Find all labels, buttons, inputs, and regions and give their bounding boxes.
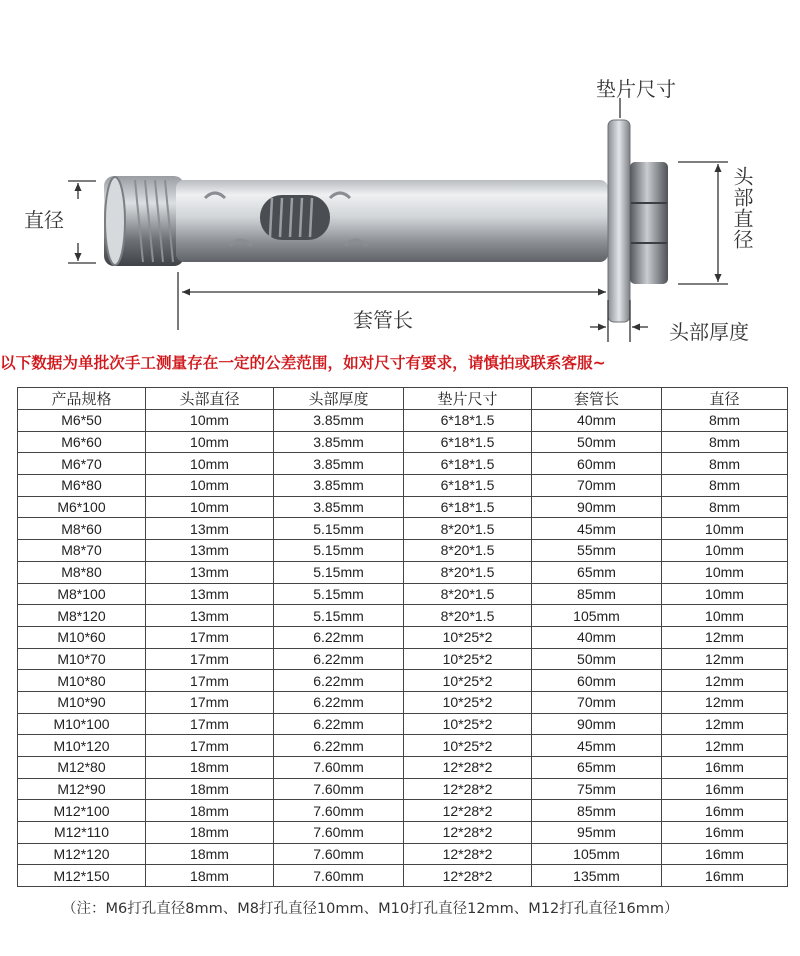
cell-washer-size: 8*20*1.5 xyxy=(404,583,532,605)
cell-head-thickness: 6.22mm xyxy=(274,735,404,757)
cell-head-thickness: 3.85mm xyxy=(274,475,404,497)
cell-head-diameter: 13mm xyxy=(146,518,274,540)
cell-diameter: 8mm xyxy=(662,475,788,497)
cell-head-diameter: 10mm xyxy=(146,496,274,518)
cell-sleeve-length: 95mm xyxy=(532,822,662,844)
cell-head-diameter: 10mm xyxy=(146,410,274,432)
cell-head-diameter: 17mm xyxy=(146,735,274,757)
cell-head-thickness: 6.22mm xyxy=(274,648,404,670)
header-diameter: 直径 xyxy=(662,388,788,410)
table-row xyxy=(18,518,788,540)
cell-head-thickness: 6.22mm xyxy=(274,691,404,713)
cell-washer-size: 6*18*1.5 xyxy=(404,475,532,497)
table-row xyxy=(18,431,788,453)
cell-head-diameter: 18mm xyxy=(146,843,274,865)
cell-diameter: 10mm xyxy=(662,540,788,562)
table-row xyxy=(18,800,788,822)
expansion-bolt-illustration xyxy=(0,0,800,345)
sleeve-length-label: 套管长 xyxy=(353,308,413,332)
cell-spec: M6*80 xyxy=(18,475,146,497)
cell-spec: M12*90 xyxy=(18,778,146,800)
cell-head-thickness: 5.15mm xyxy=(274,540,404,562)
cell-head-thickness: 6.22mm xyxy=(274,626,404,648)
cell-sleeve-length: 85mm xyxy=(532,583,662,605)
cell-head-diameter: 17mm xyxy=(146,670,274,692)
cell-head-diameter: 17mm xyxy=(146,691,274,713)
cell-sleeve-length: 90mm xyxy=(532,713,662,735)
expansion-sleeve xyxy=(176,180,608,262)
cell-spec: M10*90 xyxy=(18,691,146,713)
header-head-diameter: 头部直径 xyxy=(146,388,274,410)
cell-head-diameter: 18mm xyxy=(146,800,274,822)
table-row xyxy=(18,605,788,627)
cell-spec: M12*150 xyxy=(18,865,146,887)
cell-head-thickness: 6.22mm xyxy=(274,713,404,735)
cell-diameter: 10mm xyxy=(662,518,788,540)
head-diameter-label: 头部直径 xyxy=(730,166,754,250)
cell-diameter: 16mm xyxy=(662,822,788,844)
cell-washer-size: 10*25*2 xyxy=(404,735,532,757)
cell-sleeve-length: 85mm xyxy=(532,800,662,822)
cell-head-diameter: 17mm xyxy=(146,626,274,648)
table-row xyxy=(18,757,788,779)
drill-hole-footnote: （注：M6打孔直径8mm、M8打孔直径10mm、M10打孔直径12mm、M12打孔直径16mm） xyxy=(62,901,679,917)
cell-spec: M10*70 xyxy=(18,648,146,670)
table-row xyxy=(18,822,788,844)
cell-washer-size: 10*25*2 xyxy=(404,648,532,670)
cell-diameter: 10mm xyxy=(662,561,788,583)
cell-sleeve-length: 60mm xyxy=(532,453,662,475)
cell-sleeve-length: 70mm xyxy=(532,691,662,713)
cell-washer-size: 12*28*2 xyxy=(404,757,532,779)
tolerance-notice: 以下数据为单批次手工测量存在一定的公差范围，如对尺寸有要求，请慎拍或联系客服~ xyxy=(0,354,606,372)
cell-spec: M8*120 xyxy=(18,605,146,627)
cell-head-diameter: 18mm xyxy=(146,757,274,779)
cell-diameter: 12mm xyxy=(662,670,788,692)
table-row xyxy=(18,713,788,735)
table-row xyxy=(18,648,788,670)
cell-head-thickness: 7.60mm xyxy=(274,822,404,844)
cell-head-thickness: 3.85mm xyxy=(274,431,404,453)
cell-spec: M8*60 xyxy=(18,518,146,540)
cell-washer-size: 10*25*2 xyxy=(404,626,532,648)
table-row xyxy=(18,583,788,605)
cell-spec: M12*80 xyxy=(18,757,146,779)
cell-spec: M10*120 xyxy=(18,735,146,757)
cell-diameter: 16mm xyxy=(662,865,788,887)
cell-head-diameter: 13mm xyxy=(146,561,274,583)
cell-head-diameter: 17mm xyxy=(146,648,274,670)
cell-diameter: 16mm xyxy=(662,778,788,800)
cell-sleeve-length: 60mm xyxy=(532,670,662,692)
cell-head-diameter: 10mm xyxy=(146,453,274,475)
table-row xyxy=(18,540,788,562)
table-header-row xyxy=(18,388,788,410)
header-spec: 产品规格 xyxy=(18,388,146,410)
cell-head-diameter: 18mm xyxy=(146,865,274,887)
cell-head-thickness: 3.85mm xyxy=(274,410,404,432)
cell-diameter: 12mm xyxy=(662,648,788,670)
table-row xyxy=(18,475,788,497)
header-head-thickness: 头部厚度 xyxy=(274,388,404,410)
cell-washer-size: 10*25*2 xyxy=(404,713,532,735)
cell-head-diameter: 13mm xyxy=(146,605,274,627)
cell-sleeve-length: 55mm xyxy=(532,540,662,562)
cell-spec: M12*120 xyxy=(18,843,146,865)
cell-head-diameter: 10mm xyxy=(146,431,274,453)
cell-head-diameter: 10mm xyxy=(146,475,274,497)
cell-spec: M8*80 xyxy=(18,561,146,583)
cell-spec: M12*100 xyxy=(18,800,146,822)
cell-washer-size: 10*25*2 xyxy=(404,691,532,713)
cell-head-diameter: 18mm xyxy=(146,778,274,800)
cell-spec: M10*80 xyxy=(18,670,146,692)
cell-sleeve-length: 70mm xyxy=(532,475,662,497)
table-row xyxy=(18,626,788,648)
cell-washer-size: 12*28*2 xyxy=(404,800,532,822)
header-washer-size: 垫片尺寸 xyxy=(404,388,532,410)
table-row xyxy=(18,670,788,692)
cell-head-diameter: 18mm xyxy=(146,822,274,844)
cell-washer-size: 12*28*2 xyxy=(404,822,532,844)
cell-spec: M8*70 xyxy=(18,540,146,562)
cell-sleeve-length: 135mm xyxy=(532,865,662,887)
table-row xyxy=(18,453,788,475)
cell-head-thickness: 3.85mm xyxy=(274,496,404,518)
cell-head-thickness: 5.15mm xyxy=(274,518,404,540)
table-row xyxy=(18,691,788,713)
cell-washer-size: 10*25*2 xyxy=(404,670,532,692)
cell-washer-size: 6*18*1.5 xyxy=(404,496,532,518)
hex-head xyxy=(630,162,668,284)
cell-sleeve-length: 105mm xyxy=(532,843,662,865)
cell-diameter: 8mm xyxy=(662,453,788,475)
anchor-bolt-diagram xyxy=(0,0,800,345)
head-thickness-label: 头部厚度 xyxy=(669,320,749,344)
cell-head-thickness: 7.60mm xyxy=(274,843,404,865)
table-row xyxy=(18,496,788,518)
cell-diameter: 12mm xyxy=(662,626,788,648)
table-row xyxy=(18,410,788,432)
cell-washer-size: 6*18*1.5 xyxy=(404,453,532,475)
cell-washer-size: 8*20*1.5 xyxy=(404,540,532,562)
cell-head-diameter: 13mm xyxy=(146,540,274,562)
cell-diameter: 12mm xyxy=(662,735,788,757)
washer-size-label: 垫片尺寸 xyxy=(596,77,676,101)
cell-diameter: 12mm xyxy=(662,713,788,735)
cell-head-thickness: 5.15mm xyxy=(274,583,404,605)
cell-sleeve-length: 45mm xyxy=(532,518,662,540)
cell-spec: M6*50 xyxy=(18,410,146,432)
cell-head-diameter: 17mm xyxy=(146,713,274,735)
cell-head-thickness: 6.22mm xyxy=(274,670,404,692)
cell-washer-size: 12*28*2 xyxy=(404,843,532,865)
cell-head-thickness: 7.60mm xyxy=(274,778,404,800)
cell-diameter: 8mm xyxy=(662,410,788,432)
table-row xyxy=(18,735,788,757)
table-row xyxy=(18,865,788,887)
cell-washer-size: 12*28*2 xyxy=(404,778,532,800)
cell-sleeve-length: 40mm xyxy=(532,626,662,648)
cell-diameter: 16mm xyxy=(662,800,788,822)
table-row xyxy=(18,778,788,800)
cell-spec: M10*100 xyxy=(18,713,146,735)
cell-diameter: 8mm xyxy=(662,431,788,453)
cell-diameter: 12mm xyxy=(662,691,788,713)
washer xyxy=(608,120,630,322)
cell-head-thickness: 5.15mm xyxy=(274,561,404,583)
cell-head-diameter: 13mm xyxy=(146,583,274,605)
cell-sleeve-length: 90mm xyxy=(532,496,662,518)
cell-sleeve-length: 40mm xyxy=(532,410,662,432)
cell-spec: M10*60 xyxy=(18,626,146,648)
cell-washer-size: 8*20*1.5 xyxy=(404,605,532,627)
cell-sleeve-length: 50mm xyxy=(532,431,662,453)
cell-washer-size: 6*18*1.5 xyxy=(404,410,532,432)
cell-head-thickness: 7.60mm xyxy=(274,757,404,779)
diameter-label: 直径 xyxy=(24,208,64,232)
header-sleeve-length: 套管长 xyxy=(532,388,662,410)
cell-head-thickness: 7.60mm xyxy=(274,800,404,822)
cell-sleeve-length: 65mm xyxy=(532,561,662,583)
cell-sleeve-length: 50mm xyxy=(532,648,662,670)
table-row xyxy=(18,843,788,865)
cell-sleeve-length: 65mm xyxy=(532,757,662,779)
table-body xyxy=(18,410,788,887)
cell-washer-size: 12*28*2 xyxy=(404,865,532,887)
cell-spec: M8*100 xyxy=(18,583,146,605)
cell-diameter: 16mm xyxy=(662,843,788,865)
cell-spec: M6*60 xyxy=(18,431,146,453)
cell-head-thickness: 7.60mm xyxy=(274,865,404,887)
cell-diameter: 10mm xyxy=(662,605,788,627)
cell-spec: M12*110 xyxy=(18,822,146,844)
cell-sleeve-length: 45mm xyxy=(532,735,662,757)
cell-washer-size: 8*20*1.5 xyxy=(404,561,532,583)
bolt-tip-end xyxy=(105,177,125,265)
cell-spec: M6*70 xyxy=(18,453,146,475)
cell-head-thickness: 5.15mm xyxy=(274,605,404,627)
spec-table xyxy=(17,387,788,887)
cell-head-thickness: 3.85mm xyxy=(274,453,404,475)
cell-washer-size: 6*18*1.5 xyxy=(404,431,532,453)
cell-sleeve-length: 75mm xyxy=(532,778,662,800)
cell-diameter: 16mm xyxy=(662,757,788,779)
cell-spec: M6*100 xyxy=(18,496,146,518)
cell-diameter: 10mm xyxy=(662,583,788,605)
cell-sleeve-length: 105mm xyxy=(532,605,662,627)
cell-diameter: 8mm xyxy=(662,496,788,518)
table-row xyxy=(18,561,788,583)
cell-washer-size: 8*20*1.5 xyxy=(404,518,532,540)
